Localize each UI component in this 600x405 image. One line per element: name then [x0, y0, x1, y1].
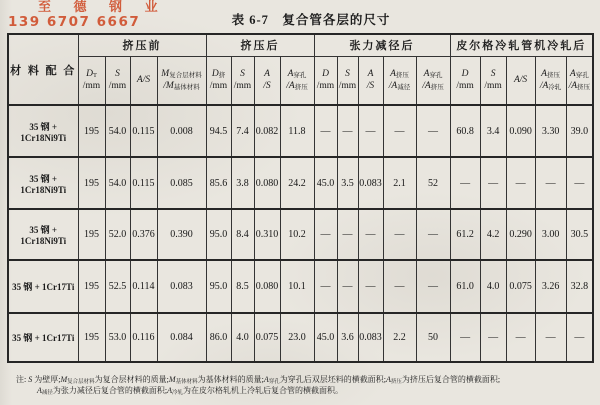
table-cell: 0.115 — [130, 157, 157, 209]
material-cell: 35 钢 + 1Cr18Ni9Ti — [8, 105, 78, 157]
table-cell: 10.2 — [280, 209, 314, 260]
table-cell: 86.0 — [206, 313, 231, 362]
material-cell: 35 钢 + 1Cr18Ni9Ti — [8, 209, 78, 260]
table-cell: — — [535, 157, 566, 209]
table-cell: 24.2 — [280, 157, 314, 209]
table-cell: 3.26 — [535, 260, 566, 313]
table-cell: — — [480, 313, 506, 362]
table-cell: 50 — [416, 313, 450, 362]
column-header: A/S — [130, 56, 157, 105]
table-cell: 0.090 — [506, 105, 535, 157]
table-cell: — — [416, 105, 450, 157]
table-cell: 0.075 — [254, 313, 280, 362]
stage-group-header: 挤压后 — [206, 34, 314, 56]
table-cell: 54.0 — [105, 157, 130, 209]
table-cell: 54.0 — [105, 105, 130, 157]
table-cell: 195 — [78, 105, 105, 157]
table-cell: 23.0 — [280, 313, 314, 362]
table-cell: — — [566, 313, 593, 362]
table-cell: 52 — [416, 157, 450, 209]
column-header: A/S — [506, 56, 535, 105]
table-cell: 61.2 — [450, 209, 480, 260]
table-cell: 3.6 — [337, 313, 358, 362]
column-header: $A_{穿孔}$ $/A_{挤压}$ — [280, 56, 314, 105]
table-cell: 52.5 — [105, 260, 130, 313]
table-row — [8, 260, 593, 313]
table-cell: — — [450, 157, 480, 209]
table-cell: 0.075 — [506, 260, 535, 313]
footnote-line-1: 注: S 为壁厚$;M_{复合层材料}$为复合层材料的质量$;M_{基体材料}$为基体材料的质量$;A_{穿孔}$为穿孔后双层坯料的横截面积$;A_{挤压}$为挤压后复合管的横截面积; — [16, 375, 501, 385]
column-header: S /mm — [105, 56, 130, 105]
table-row — [8, 157, 593, 209]
corner-header: 材 料 配 合 — [8, 34, 78, 105]
material-cell: 35 钢 + 1Cr18Ni9Ti — [8, 157, 78, 209]
column-header: D /mm — [450, 56, 480, 105]
table-cell: 53.0 — [105, 313, 130, 362]
table-cell: — — [416, 260, 450, 313]
table-title: 表 6-7 复合管各层的尺寸 — [231, 13, 391, 27]
column-header: $A_{穿孔}$ $/A_{挤压}$ — [566, 56, 593, 105]
table-cell: — — [337, 105, 358, 157]
table-cell: — — [314, 209, 337, 260]
table-cell: 7.4 — [231, 105, 254, 157]
table-cell: 0.080 — [254, 260, 280, 313]
column-header: A /S — [358, 56, 383, 105]
table-cell: 61.0 — [450, 260, 480, 313]
table-cell: 3.4 — [480, 105, 506, 157]
table-cell: 45.0 — [314, 157, 337, 209]
column-header: $A_{穿孔}$ $/A_{挤压}$ — [416, 56, 450, 105]
table-cell: — — [358, 260, 383, 313]
table-cell: 0.008 — [157, 105, 206, 157]
table-cell: — — [337, 209, 358, 260]
table-cell: — — [383, 105, 416, 157]
table-cell: 0.083 — [157, 260, 206, 313]
table-cell: — — [416, 209, 450, 260]
table-cell: 4.0 — [231, 313, 254, 362]
table-cell: 0.083 — [358, 157, 383, 209]
table-cell: 2.2 — [383, 313, 416, 362]
stage-group-header: 张力减径后 — [314, 34, 450, 56]
table-row — [8, 209, 593, 260]
material-cell: 35 钢 + 1Cr17Ti — [8, 313, 78, 362]
table-cell: 0.116 — [130, 313, 157, 362]
material-cell: 35 钢 + 1Cr17Ti — [8, 260, 78, 313]
table-cell: 195 — [78, 157, 105, 209]
table-cell: 60.8 — [450, 105, 480, 157]
column-header: S /mm — [231, 56, 254, 105]
table-cell: 2.1 — [383, 157, 416, 209]
table-cell: — — [480, 157, 506, 209]
table-cell: 45.0 — [314, 313, 337, 362]
column-header: S /mm — [337, 56, 358, 105]
table-cell: 0.290 — [506, 209, 535, 260]
table-cell: — — [450, 313, 480, 362]
table-cell: — — [506, 157, 535, 209]
table-cell: 8.5 — [231, 260, 254, 313]
watermark-phone: 139 6707 6667 — [8, 14, 141, 30]
table-cell: 3.30 — [535, 105, 566, 157]
table-cell: 94.5 — [206, 105, 231, 157]
table-cell: 0.310 — [254, 209, 280, 260]
table-cell: 0.390 — [157, 209, 206, 260]
table-cell: — — [314, 260, 337, 313]
table-cell: 30.5 — [566, 209, 593, 260]
footnote — [16, 374, 500, 396]
table-cell: 0.085 — [157, 157, 206, 209]
table-cell: 11.8 — [280, 105, 314, 157]
table-cell: — — [337, 260, 358, 313]
table-container — [7, 33, 594, 363]
table-cell: 95.0 — [206, 260, 231, 313]
table-cell: — — [566, 157, 593, 209]
table-cell: — — [358, 105, 383, 157]
table-cell: 0.083 — [358, 313, 383, 362]
column-header: $A_{挤压}$ $/A_{冷轧}$ — [535, 56, 566, 105]
table-cell: 3.8 — [231, 157, 254, 209]
table-cell: 10.1 — [280, 260, 314, 313]
table-cell: 195 — [78, 313, 105, 362]
table-cell: 32.8 — [566, 260, 593, 313]
table-cell: 52.0 — [105, 209, 130, 260]
column-header: S /mm — [480, 56, 506, 105]
table-cell: 0.084 — [157, 313, 206, 362]
table-cell: 85.6 — [206, 157, 231, 209]
column-header: $M_{复合层材料}$ $/M_{基体材料}$ — [157, 56, 206, 105]
table-cell: 0.082 — [254, 105, 280, 157]
table-cell: 0.114 — [130, 260, 157, 313]
table-cell: 0.376 — [130, 209, 157, 260]
table-cell: 95.0 — [206, 209, 231, 260]
stage-group-header: 挤压前 — [78, 34, 206, 56]
table-cell: 4.0 — [480, 260, 506, 313]
table-row — [8, 313, 593, 362]
table-cell: 39.0 — [566, 105, 593, 157]
table-cell: — — [383, 260, 416, 313]
watermark-company: 至 德 钢 业 — [38, 0, 167, 15]
footnote-line-2: $A_{减径}$为张力减径后复合管的横截面积$;A_{冷轧}$为在皮尔格轧机上冷轧后复合管的横截面积。 — [37, 386, 344, 396]
stage-group-header: 皮尔格冷轧管机冷轧后 — [450, 34, 593, 56]
table-cell: 3.00 — [535, 209, 566, 260]
table-cell: — — [506, 313, 535, 362]
column-header: $D_T$ /mm — [78, 56, 105, 105]
column-header: D /mm — [314, 56, 337, 105]
table-cell: — — [383, 209, 416, 260]
table-cell: 0.115 — [130, 105, 157, 157]
table-cell: — — [358, 209, 383, 260]
table-cell: 195 — [78, 260, 105, 313]
column-header: A /S — [254, 56, 280, 105]
column-header: $A_{挤压}$ $/A_{减径}$ — [383, 56, 416, 105]
table-cell: — — [314, 105, 337, 157]
column-header: $D_挤$ /mm — [206, 56, 231, 105]
table-row — [8, 105, 593, 157]
composite-pipe-table — [7, 33, 594, 363]
table-cell: 4.2 — [480, 209, 506, 260]
table-cell: 195 — [78, 209, 105, 260]
table-cell: 0.080 — [254, 157, 280, 209]
table-cell: — — [535, 313, 566, 362]
table-cell: 8.4 — [231, 209, 254, 260]
table-cell: 3.5 — [337, 157, 358, 209]
